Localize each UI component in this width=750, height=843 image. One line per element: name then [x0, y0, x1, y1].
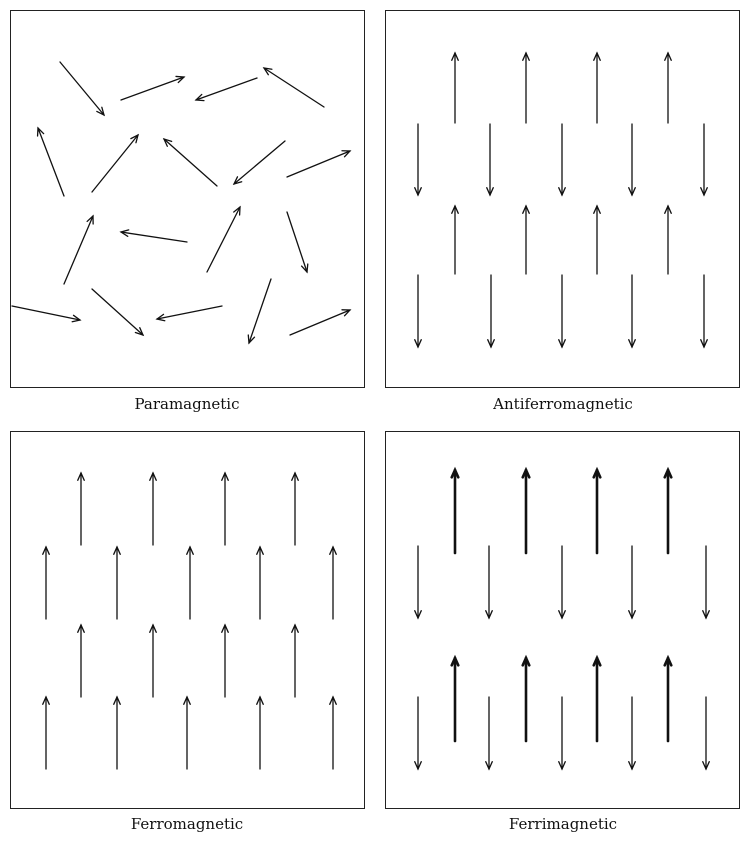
- spin-arrow-icon: [164, 139, 217, 186]
- spin-down-arrow-icon: [486, 546, 493, 618]
- spin-down-arrow-icon: [629, 697, 636, 769]
- spin-arrow-icon: [64, 216, 93, 284]
- paramagnetic-caption: Paramagnetic: [134, 395, 240, 413]
- spin-arrow-icon: [248, 279, 271, 343]
- spin-down-arrow-icon: [487, 124, 494, 195]
- spin-down-arrow-icon: [629, 124, 636, 195]
- paramagnetic-spins: [12, 62, 350, 343]
- spin-arrow-icon: [121, 230, 187, 242]
- spin-up-arrow-icon: [330, 697, 337, 769]
- spin-up-thick-arrow-icon: [594, 470, 601, 553]
- antiferromagnetic-spins: [415, 53, 708, 347]
- spin-up-thick-arrow-icon: [665, 658, 672, 741]
- spin-up-arrow-icon: [330, 547, 337, 619]
- spin-down-arrow-icon: [703, 546, 710, 618]
- spin-arrow-icon: [60, 62, 104, 115]
- spin-arrow-icon: [157, 306, 222, 321]
- spin-down-arrow-icon: [488, 275, 495, 347]
- spin-up-thick-arrow-icon: [523, 658, 530, 741]
- spin-up-arrow-icon: [222, 473, 229, 545]
- spin-up-thick-arrow-icon: [452, 658, 459, 741]
- spin-up-arrow-icon: [78, 625, 85, 697]
- spin-down-arrow-icon: [701, 275, 708, 347]
- spin-up-arrow-icon: [222, 625, 229, 697]
- spin-up-arrow-icon: [594, 53, 601, 123]
- spin-up-arrow-icon: [43, 547, 50, 619]
- spin-down-arrow-icon: [701, 124, 708, 195]
- spin-up-arrow-icon: [523, 53, 530, 123]
- spin-arrow-icon: [121, 76, 184, 100]
- spin-up-arrow-icon: [187, 547, 194, 619]
- ferromagnetic-spins: [43, 473, 337, 769]
- spin-up-thick-arrow-icon: [523, 470, 530, 553]
- spin-down-arrow-icon: [629, 546, 636, 618]
- spin-down-arrow-icon: [629, 275, 636, 347]
- spin-down-arrow-icon: [415, 275, 422, 347]
- spin-down-arrow-icon: [559, 124, 566, 195]
- spin-up-thick-arrow-icon: [452, 470, 459, 553]
- spin-down-arrow-icon: [559, 275, 566, 347]
- spin-up-arrow-icon: [114, 697, 121, 769]
- spin-arrow-icon: [12, 306, 80, 322]
- spin-arrow-icon: [264, 68, 324, 107]
- spin-arrow-icon: [196, 78, 257, 101]
- spin-up-thick-arrow-icon: [594, 658, 601, 741]
- spin-up-arrow-icon: [292, 473, 299, 545]
- spin-arrow-icon: [287, 212, 308, 272]
- spin-arrow-icon: [38, 128, 64, 196]
- spin-up-arrow-icon: [594, 206, 601, 274]
- spin-arrow-icon: [287, 151, 350, 177]
- antiferromagnetic-caption: Antiferromagnetic: [493, 395, 633, 413]
- spin-up-arrow-icon: [150, 625, 157, 697]
- ferrimagnetic-spins: [415, 470, 710, 769]
- spin-up-arrow-icon: [452, 206, 459, 274]
- spin-up-arrow-icon: [523, 206, 530, 274]
- spin-down-arrow-icon: [415, 124, 422, 195]
- spin-down-arrow-icon: [559, 546, 566, 618]
- spin-up-arrow-icon: [452, 53, 459, 123]
- spin-up-arrow-icon: [257, 697, 264, 769]
- spin-down-arrow-icon: [703, 697, 710, 769]
- spin-up-arrow-icon: [114, 547, 121, 619]
- spin-up-arrow-icon: [665, 206, 672, 274]
- spin-arrow-icon: [92, 135, 138, 192]
- spin-down-arrow-icon: [415, 546, 422, 618]
- spin-up-arrow-icon: [150, 473, 157, 545]
- ferrimagnetic-caption: Ferrimagnetic: [508, 815, 618, 833]
- spin-up-arrow-icon: [257, 547, 264, 619]
- spin-down-arrow-icon: [415, 697, 422, 769]
- spin-up-arrow-icon: [292, 625, 299, 697]
- spin-up-arrow-icon: [78, 473, 85, 545]
- spin-up-arrow-icon: [43, 697, 50, 769]
- spin-down-arrow-icon: [486, 697, 493, 769]
- spin-up-arrow-icon: [184, 697, 191, 769]
- spin-up-arrow-icon: [665, 53, 672, 123]
- ferromagnetic-caption: Ferromagnetic: [130, 815, 244, 833]
- spin-arrow-icon: [290, 310, 350, 335]
- spin-arrow-icon: [92, 289, 143, 335]
- spin-arrow-icon: [207, 207, 240, 272]
- spin-arrow-icon: [234, 141, 285, 184]
- spin-down-arrow-icon: [559, 697, 566, 769]
- spin-up-thick-arrow-icon: [665, 470, 672, 553]
